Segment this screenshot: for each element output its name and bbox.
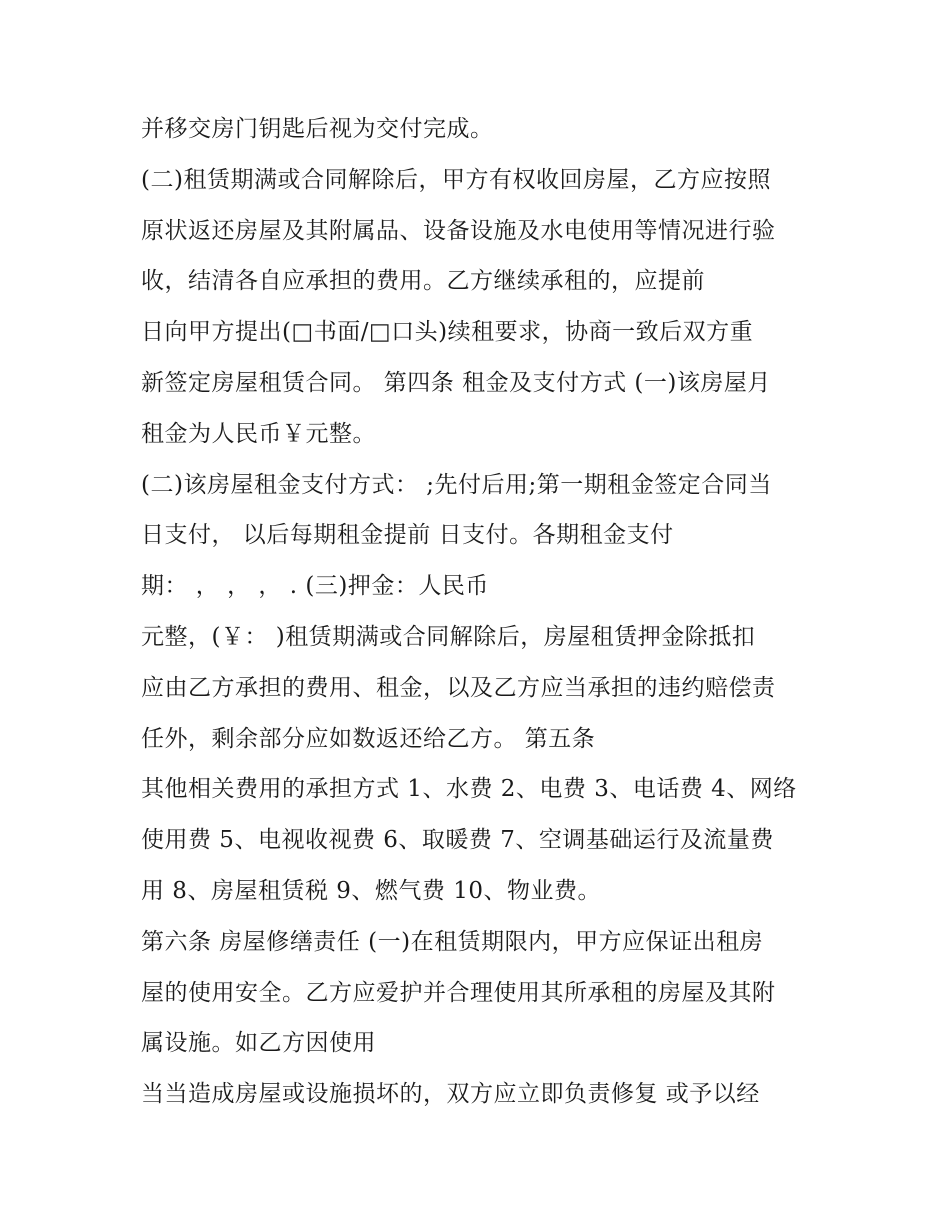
text-line: 属设施。如乙方因使用 [141, 1030, 376, 1057]
text-line: (二)该房屋租金支付方式： ;先付后用;第一期租金签定合同当 [141, 471, 772, 498]
text-line: 新签定房屋租赁合同。 第四条 租金及支付方式 (一)该房屋月 [141, 369, 771, 396]
text-line: 收，结清各自应承担的费用。乙方继续承租的，应提前 [141, 268, 705, 295]
text-line: 使用费 5、电视收视费 6、取暖费 7、空调基础运行及流量费 [141, 827, 774, 854]
text-line: 元整，(￥： )租赁期满或合同解除后，房屋租赁押金除抵扣 [141, 623, 756, 650]
text-line: 并移交房门钥匙后视为交付完成。 [141, 116, 494, 142]
text-line: (二)租赁期满或合同解除后，甲方有权收回房屋，乙方应按照 [141, 166, 771, 193]
text-line: 租金为人民币￥元整。 [141, 420, 376, 447]
contract-text-body [141, 109, 831, 1125]
text-line: 应由乙方承担的费用、租金，以及乙方应当承担的违约赔偿责 [141, 674, 776, 701]
text-line: 原状返还房屋及其附属品、设备设施及水电使用等情况进行验 [141, 217, 776, 244]
text-line: 屋的使用安全。乙方应爱护并合理使用其所承租的房屋及其附 [141, 979, 776, 1006]
text-line: 期： ， ， ， . (三)押金：人民币 [141, 573, 489, 600]
text-line: 日支付， 以后每期租金提前 日支付。各期租金支付 [141, 522, 674, 549]
text-line: 用 8、房屋租赁税 9、燃气费 10、物业费。 [141, 877, 601, 904]
text-line: 其他相关费用的承担方式 1、水费 2、电费 3、电话费 4、网络 [141, 776, 797, 803]
text-line: 日向甲方提出(□书面/□口头)续租要求，协商一致后双方重 [141, 319, 754, 346]
text-line: 当当造成房屋或设施损坏的，双方应立即负责修复 或予以经 [141, 1081, 760, 1108]
text-line: 任外，剩余部分应如数返还给乙方。 第五条 [141, 725, 596, 752]
text-line: 第六条 房屋修缮责任 (一)在租赁期限内，甲方应保证出租房 [141, 928, 764, 955]
